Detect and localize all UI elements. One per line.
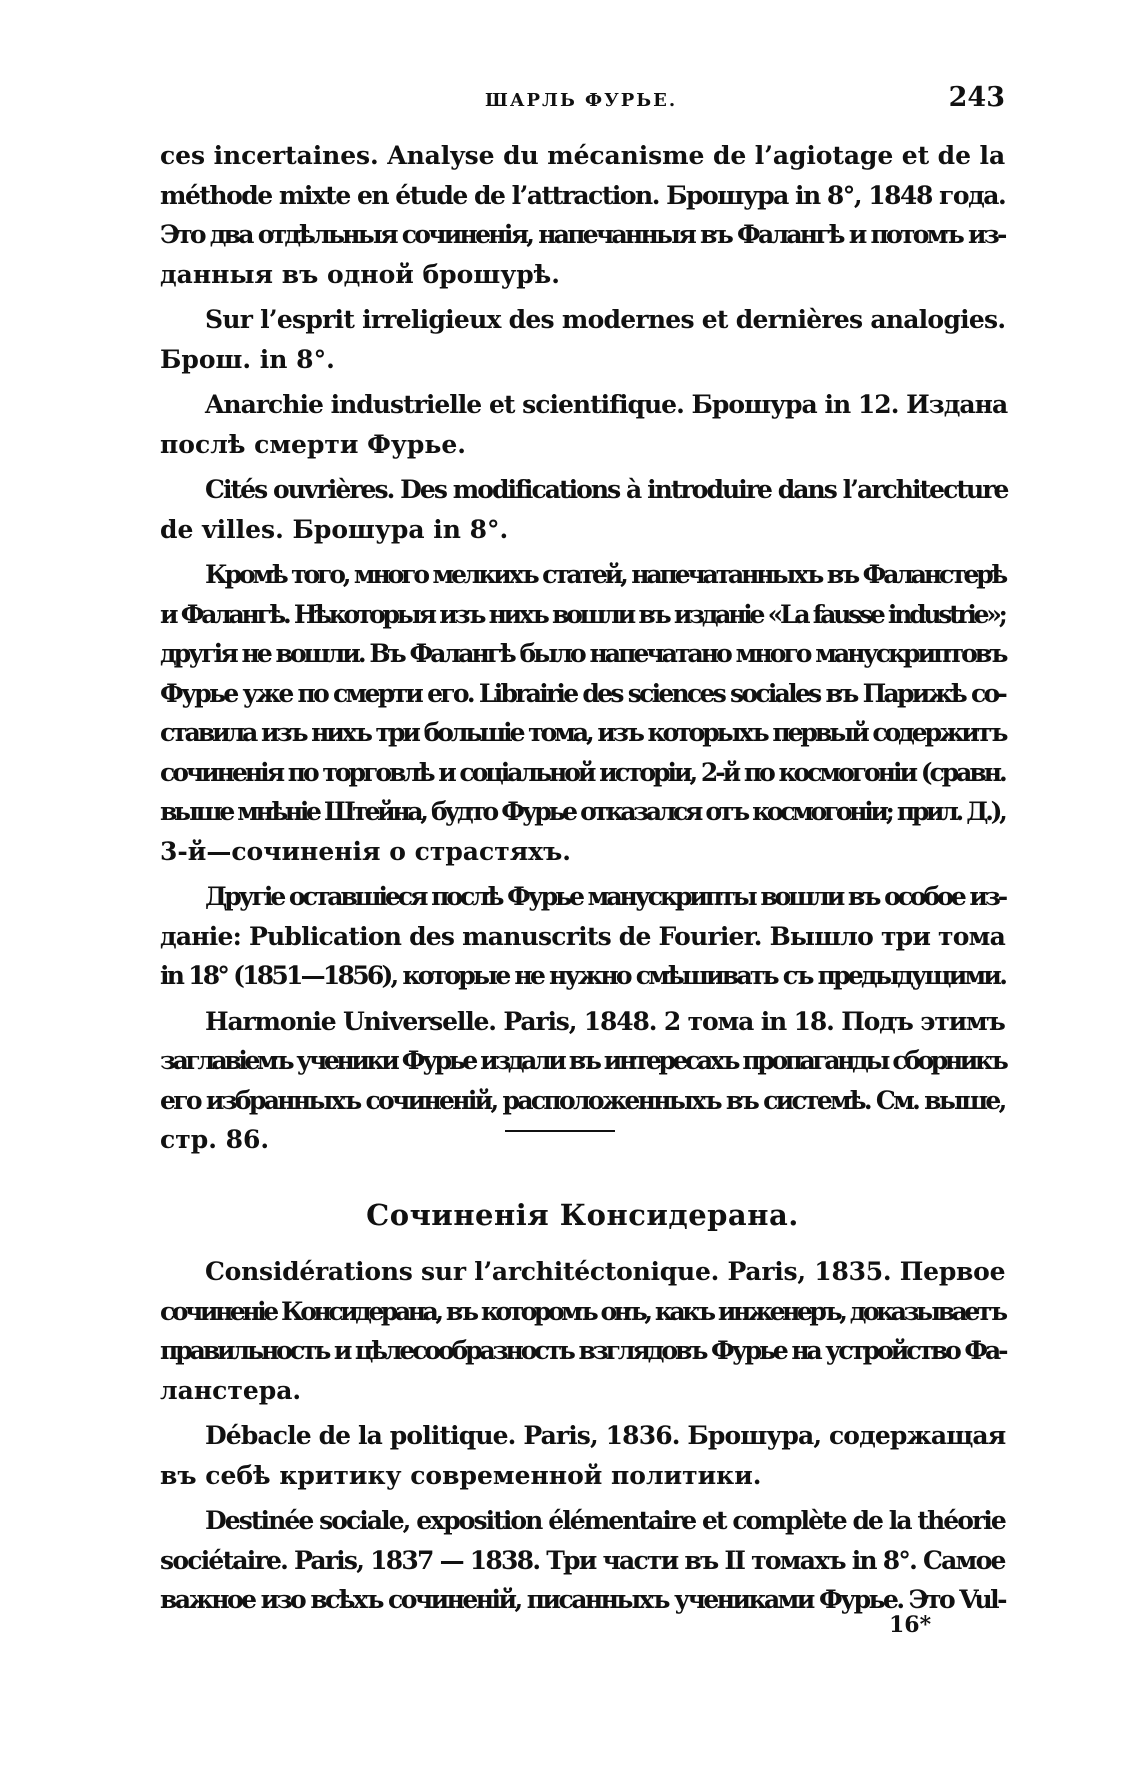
text-line: правильность и цѣлесообразность взглядовъ Фурье на устройство Фа- (160, 1336, 1006, 1365)
text-line: Кромѣ того, много мелкихъ статей, напечатанныхъ въ Фаланстерѣ (205, 560, 1006, 589)
text-line: и Фалангѣ. Нѣкоторыя изъ нихъ вошли въ изданіе «La fausse industrie»; (160, 599, 1005, 629)
text-line: его избранныхъ сочиненій, расположенныхъ въ системѣ. См. выше, (160, 1085, 1005, 1115)
text-line: сочиненіе Консидерана, въ которомъ онъ, какъ инженеръ, доказываетъ (160, 1296, 1005, 1326)
text-line: Destinée sociale, exposition élémentaire et complète de la théorie (205, 1506, 1005, 1535)
text-line: другія не вошли. Въ Фалангѣ было напечатано много манускриптовъ (160, 639, 1006, 668)
text-line: Это два отдѣльныя сочиненія, напечанныя въ Фалангѣ и потомъ из- (160, 220, 1005, 249)
text-line: сочиненія по торговлѣ и соціальной исторіи, 2-й по космогоніи (сравн. (160, 757, 1005, 787)
text-line: даніе: Publication des manuscrits de Fourier. Вышло три тома (160, 921, 1005, 951)
text-line: заглавіемъ ученики Фурье издали въ интересахъ пропаганды сборникъ (160, 1046, 1006, 1075)
text-line: Брош. in 8°. (160, 344, 335, 374)
text-line: Considérations sur l’architéctonique. Paris, 1835. Первое (205, 1257, 1006, 1286)
paragraph (160, 877, 1005, 996)
paragraph (160, 1416, 1005, 1495)
paragraph (160, 136, 1005, 294)
text-line: Фурье уже по смерти его. Librairie des sciences sociales въ Парижѣ со- (160, 678, 1006, 708)
text-line: выше мнѣніе Штейна, будто Фурье отказался отъ космогоніи; прил. Д.), (160, 797, 1005, 826)
paragraph (160, 300, 1005, 379)
text-line: Débacle de la politique. Paris, 1836. Брошура, содержащая (205, 1421, 1006, 1450)
text-line: данныя въ одной брошурѣ. (160, 259, 560, 289)
paragraph (160, 1501, 1005, 1620)
section-one-text (160, 136, 1008, 1166)
text-line: sociétaire. Paris, 1837 — 1838. Три части въ II томахъ in 8°. Самое (160, 1545, 1005, 1575)
text-line: въ себѣ критику современной политики. (160, 1460, 762, 1490)
text-line: Harmonie Universelle. Paris, 1848. 2 тома in 18. Подъ этимъ (205, 1006, 1005, 1036)
text-line: важное изо всѣхъ сочиненій, писанныхъ учениками Фурье. Это Vul- (160, 1585, 1005, 1614)
text-line: in 18° (1851—1856), которые не нужно смѣшивать съ предыдущими. (160, 961, 1006, 990)
text-line: стр. 86. (160, 1125, 270, 1154)
text-line: послѣ смерти Фурье. (160, 429, 466, 459)
text-line: ces incertaines. Analyse du mécanisme de l’agiotage et de la (160, 141, 1006, 170)
text-line: Sur l’esprit irreligieux des modernes et dernières analogies. (205, 305, 1006, 334)
paragraph (160, 1252, 1005, 1410)
section-two-text (160, 1252, 1005, 1626)
paragraph (160, 1002, 1005, 1160)
text-line: méthode mixte en étude de l’attraction. Брошура in 8°, 1848 года. (160, 180, 1006, 210)
page-number: 243 (948, 82, 1005, 113)
paragraph (160, 385, 1008, 464)
printer-signature: 16* (889, 1612, 932, 1638)
text-line: Cités ouvrières. Des modifications à introduire dans l’architecture (205, 475, 1008, 504)
text-line: Anarchie industrielle et scientifique. Брошура in 12. Издана (205, 390, 1008, 419)
section-divider (505, 1130, 615, 1132)
text-line: ставила изъ нихъ три большіе тома, изъ которыхъ первый содержитъ (160, 718, 1006, 747)
running-head (160, 82, 1005, 122)
text-line: Другіе оставшіеся послѣ Фурье манускрипты вошли въ особое из- (205, 882, 1006, 911)
running-title: ШАРЛЬ ФУРЬЕ. (485, 90, 678, 111)
text-line: de villes. Брошура in 8°. (160, 514, 509, 544)
text-line: ланстера. (160, 1375, 302, 1405)
text-line: 3-й—сочиненія о страстяхъ. (160, 836, 571, 866)
section-heading: Сочиненія Консидерана. (366, 1198, 799, 1232)
paragraph (160, 555, 1005, 871)
paragraph (160, 470, 1008, 549)
